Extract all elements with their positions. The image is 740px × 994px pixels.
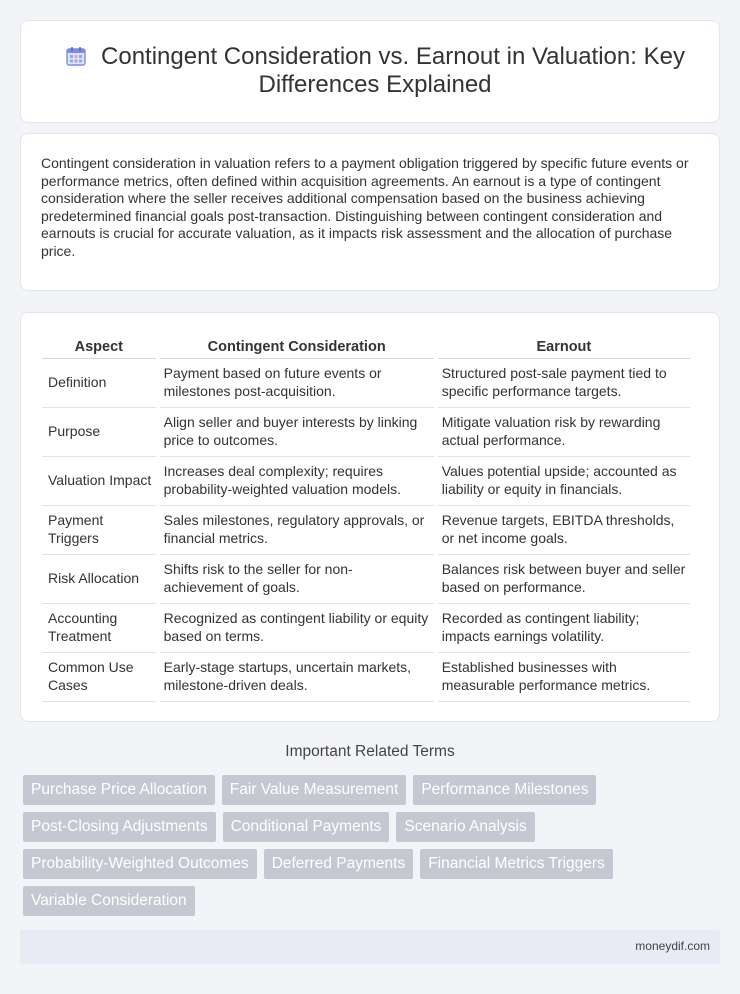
contingent-cell: Early-stage startups, uncertain markets, milestone-driven deals.	[160, 653, 434, 702]
contingent-cell: Align seller and buyer interests by linking price to outcomes.	[160, 408, 434, 457]
aspect-cell: Accounting Treatment	[42, 604, 156, 653]
table-row	[42, 408, 690, 457]
page-title-text: Contingent Consideration vs. Earnout in Valuation: Key Differences Explained	[101, 43, 685, 98]
table-row	[42, 506, 690, 555]
calendar-icon	[65, 45, 87, 67]
aspect-cell: Valuation Impact	[42, 457, 156, 506]
related-term-tag[interactable]: Post-Closing Adjustments	[23, 812, 216, 842]
table-row	[42, 457, 690, 506]
table-row	[42, 653, 690, 702]
related-terms-list	[23, 775, 723, 923]
related-term-tag[interactable]: Variable Consideration	[23, 886, 195, 916]
aspect-cell: Risk Allocation	[42, 555, 156, 604]
related-term-tag[interactable]: Deferred Payments	[264, 849, 414, 879]
earnout-cell: Revenue targets, EBITDA thresholds, or net income goals.	[438, 506, 690, 555]
earnout-cell: Structured post-sale payment tied to specific performance targets.	[438, 359, 690, 408]
footer	[20, 930, 720, 964]
intro-card	[20, 133, 720, 291]
related-term-tag[interactable]: Scenario Analysis	[396, 812, 534, 842]
related-term-tag[interactable]: Conditional Payments	[223, 812, 390, 842]
table-header-row	[42, 335, 690, 359]
page-title	[61, 43, 689, 99]
related-term-tag[interactable]: Performance Milestones	[413, 775, 596, 805]
contingent-cell: Increases deal complexity; requires probability-weighted valuation models.	[160, 457, 434, 506]
earnout-cell: Mitigate valuation risk by rewarding actual performance.	[438, 408, 690, 457]
header-aspect: Aspect	[42, 335, 156, 359]
comparison-table	[38, 335, 694, 702]
aspect-cell: Definition	[42, 359, 156, 408]
table-row	[42, 604, 690, 653]
aspect-cell: Payment Triggers	[42, 506, 156, 555]
earnout-cell: Established businesses with measurable performance metrics.	[438, 653, 690, 702]
footer-site-link[interactable]: moneydif.com	[635, 939, 710, 953]
contingent-cell: Recognized as contingent liability or equity based on terms.	[160, 604, 434, 653]
related-term-tag[interactable]: Financial Metrics Triggers	[420, 849, 613, 879]
intro-paragraph: Contingent consideration in valuation refers to a payment obligation triggered by specific future events or performance metrics, often defined within acquisition agreements. An earnout is a type of contingent consideration where the seller receives additional compensation based on the business achieving predetermined financial goals post-transaction. Distinguishing between contingent consideration and earnouts is crucial for accurate valuation, as it impacts risk assessment and the allocation of purchase price.	[41, 155, 689, 259]
related-term-tag[interactable]: Fair Value Measurement	[222, 775, 407, 805]
earnout-cell: Values potential upside; accounted as liability or equity in financials.	[438, 457, 690, 506]
contingent-cell: Sales milestones, regulatory approvals, or financial metrics.	[160, 506, 434, 555]
table-row	[42, 555, 690, 604]
contingent-cell: Payment based on future events or milestones post-acquisition.	[160, 359, 434, 408]
earnout-cell: Recorded as contingent liability; impacts earnings volatility.	[438, 604, 690, 653]
title-card	[20, 20, 720, 123]
table-row	[42, 359, 690, 408]
aspect-cell: Purpose	[42, 408, 156, 457]
related-term-tag[interactable]: Probability-Weighted Outcomes	[23, 849, 257, 879]
aspect-cell: Common Use Cases	[42, 653, 156, 702]
contingent-cell: Shifts risk to the seller for non-achievement of goals.	[160, 555, 434, 604]
related-terms-heading: Important Related Terms	[285, 743, 455, 760]
header-earnout: Earnout	[438, 335, 690, 359]
comparison-card	[20, 312, 720, 722]
earnout-cell: Balances risk between buyer and seller based on performance.	[438, 555, 690, 604]
header-contingent-consideration: Contingent Consideration	[160, 335, 434, 359]
related-term-tag[interactable]: Purchase Price Allocation	[23, 775, 215, 805]
